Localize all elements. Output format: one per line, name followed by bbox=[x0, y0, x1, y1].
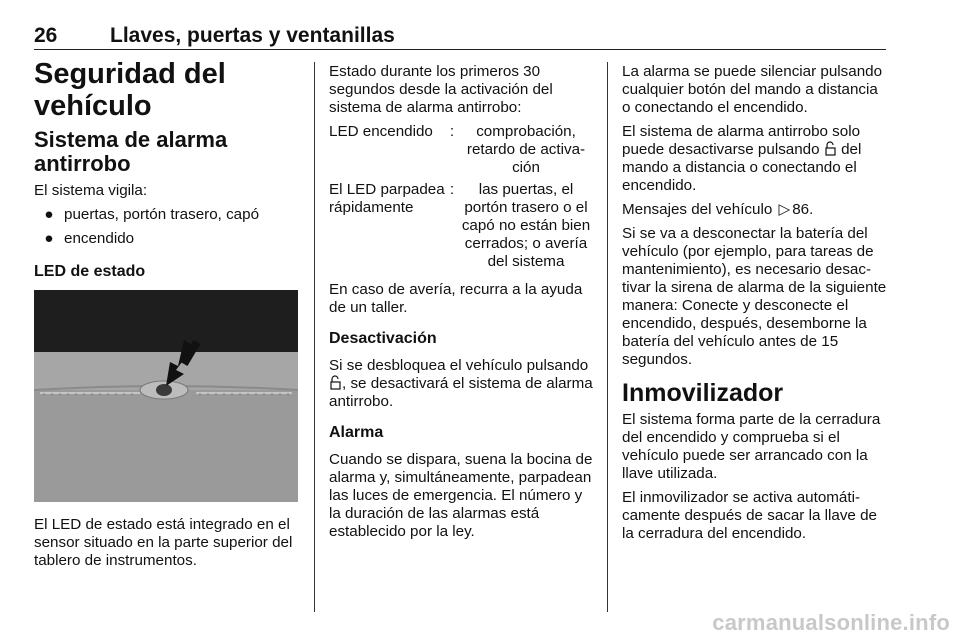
immobilizer-text-2: El inmovilizador se activa automáticamente después de sacar la llave de la cerradura del encendido. bbox=[622, 489, 877, 542]
deactivation-text-start: Si se desbloquea el vehículo pulsando bbox=[329, 357, 589, 374]
bullet-item bbox=[34, 206, 302, 224]
led-heading: LED de estado bbox=[34, 263, 146, 280]
messages-reference[interactable] bbox=[622, 201, 890, 219]
status-intro: Estado durante los primeros 30 segundos desde la activación del sistema de alarma antirrobo: bbox=[329, 63, 553, 116]
alarm-heading: Alarma bbox=[329, 424, 384, 441]
column-divider-2 bbox=[607, 62, 608, 612]
unlock-icon bbox=[330, 375, 341, 390]
bullet-icon: ● bbox=[44, 206, 54, 223]
unlock-icon bbox=[825, 141, 836, 156]
battery-text: Si se va a desconectar la batería del vehículo (por ejemplo, para tareas de mantenimiento), es necesario desactivar la sirena de alarma de la siguiente manera: Conecte y desconecte el encendido, después, desemborne la batería del vehículo antes de 15 segundos. bbox=[622, 225, 887, 368]
intro-text: El sistema vigila: bbox=[34, 182, 148, 199]
immobilizer-heading: Inmovilizador bbox=[622, 379, 784, 407]
immobilizer-text-1: El sistema forma parte de la cerradura del encendido y comprueba si el vehículo puede ser arrancado con la llave utilizada. bbox=[622, 411, 881, 482]
dashboard-led-figure bbox=[34, 290, 298, 502]
definition-term: El LED parpadea rápidamente bbox=[329, 181, 445, 216]
deactivation-text-end: , se desactivará el sistema de alarma antirrobo. bbox=[329, 375, 593, 410]
header-rule bbox=[34, 49, 886, 50]
arrow-right-icon: ▷ bbox=[778, 201, 791, 218]
messages-text: Mensajes del vehículo bbox=[622, 201, 773, 218]
deactivation-text bbox=[329, 357, 593, 411]
page-header bbox=[0, 0, 960, 52]
definition-desc: comprobación, retardo de activación bbox=[466, 123, 586, 176]
page-number: 26 bbox=[34, 24, 58, 47]
bullet-text: encendido bbox=[64, 230, 135, 247]
alarm-text: Cuando se dispara, suena la bocina de alarma y, simultáneamente, parpadean las luces de emergencia. El número y la duración de las alarmas está establecido por la ley. bbox=[329, 451, 593, 540]
deactivation-heading: Desactivación bbox=[329, 330, 437, 347]
chapter-title: Llaves, puertas y ventanillas bbox=[110, 24, 395, 47]
column-2 bbox=[329, 63, 593, 547]
led-caption: El LED de estado está integrado en el sensor situado en la parte superior del tablero de instrumentos. bbox=[34, 516, 293, 569]
fault-text: En caso de avería, recurra a la ayuda de un taller. bbox=[329, 281, 583, 316]
bullet-icon: ● bbox=[44, 230, 54, 247]
messages-page-ref[interactable]: 86. bbox=[792, 201, 814, 218]
silence-text: La alarma se puede silenciar pulsando cualquier botón del mando a distancia o conectando el encendido. bbox=[622, 63, 883, 116]
deactivate-text bbox=[622, 123, 890, 195]
definition-separator: : bbox=[449, 123, 455, 140]
deactivate-text-start: El sistema de alarma antirrobo solo puede desactivarse pulsando bbox=[622, 123, 861, 158]
definition-separator: : bbox=[449, 181, 455, 198]
watermark: carmanualsonline.info bbox=[712, 610, 950, 635]
section-title: Seguridad del vehículo bbox=[34, 58, 226, 122]
status-definitions bbox=[329, 123, 593, 271]
column-divider-1 bbox=[314, 62, 315, 612]
bullet-item bbox=[34, 230, 302, 248]
deactivate-text-end: del mando a distancia o conectando el encendido. bbox=[622, 141, 862, 194]
subsection-title: Sistema de alarma antirrobo bbox=[34, 127, 228, 176]
bullet-text: puertas, portón trasero, capó bbox=[64, 206, 260, 223]
column-3 bbox=[622, 63, 890, 549]
definition-desc: las puertas, el portón trasero o el capó no están bien cerrados; o avería del sistema bbox=[461, 181, 591, 270]
definition-term: LED encendido bbox=[329, 123, 433, 140]
column-1 bbox=[34, 58, 302, 576]
